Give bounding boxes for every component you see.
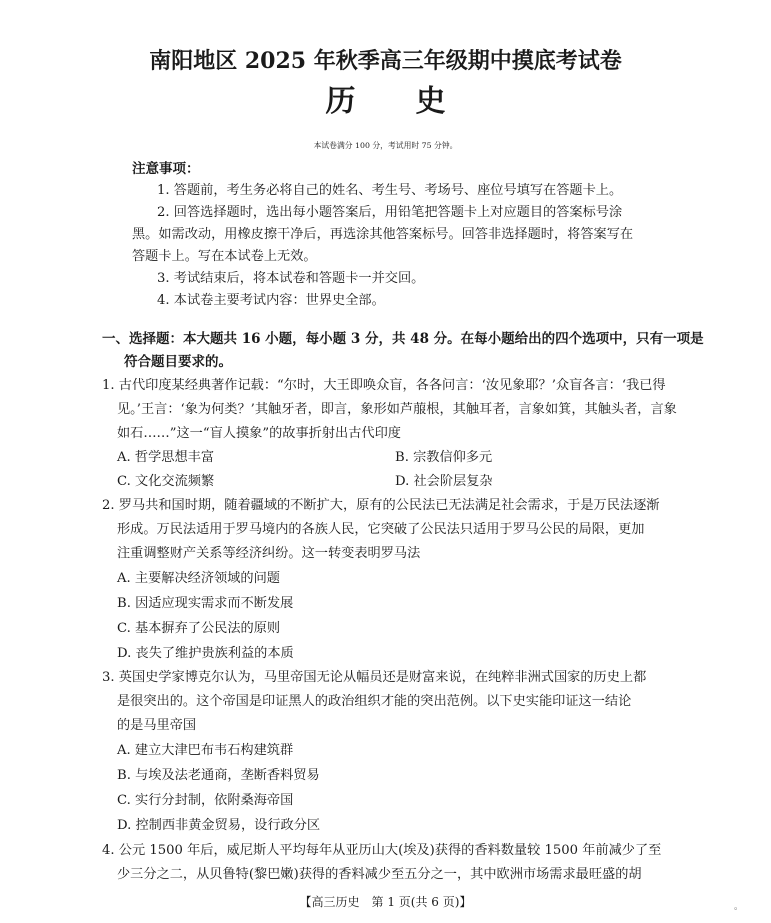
option-b: B. 因适应现实需求而不断发展 (117, 596, 294, 611)
option-c: C. 基本摒弃了公民法的原则 (117, 621, 281, 636)
option-d: D. 控制西非黄金贸易，设行政分区 (117, 818, 321, 833)
question-4-text: 4. 公元 1500 年后，威尼斯人平均每年从亚历山大(埃及)获得的香料数量较 1500 年前减少了至 (102, 843, 662, 858)
question-1-text: 见。’王言：‘象为何类？’其触牙者，即言，象形如芦菔根，其触耳者，言象如箕，其触头者，言象 (117, 402, 677, 417)
option-a: A. 建立大津巴布韦石构建筑群 (117, 743, 294, 758)
option-a: A. 哲学思想丰富 (117, 450, 215, 465)
option-b: B. 宗教信仰多元 (395, 450, 493, 465)
corner-mark: 。 (734, 902, 744, 912)
notice-item: 2. 回答选择题时，选出每小题答案后，用铅笔把答题卡上对应题目的答案标号涂 (157, 205, 623, 220)
question-4-text: 少三分之二，从贝鲁特(黎巴嫩)获得的香料减少至五分之一，其中欧洲市场需求最旺盛的胡 (117, 867, 642, 882)
option-d: D. 丧失了维护贵族利益的本质 (117, 646, 294, 661)
notice-item: 3. 考试结束后，将本试卷和答题卡一并交回。 (157, 271, 425, 286)
exam-title: 南阳地区 2025 年秋季高三年级期中摸底考试卷 (149, 48, 622, 74)
question-3-text: 的是马里帝国 (117, 718, 197, 733)
score-line: 本试卷满分 100 分，考试用时 75 分钟。 (313, 141, 458, 150)
question-1-text: 1. 古代印度某经典著作记载：“尔时，大王即唤众盲，各各问言：‘汝见象耶？’众盲各言：‘我已得 (102, 378, 666, 393)
question-2-text: 形成。万民法适用于罗马境内的各族人民，它突破了公民法只适用于罗马公民的局限，更加 (117, 522, 645, 537)
option-c: C. 实行分封制，依附桑海帝国 (117, 793, 294, 808)
question-2-text: 注重调整财产关系等经济纠纷。这一转变表明罗马法 (117, 546, 421, 561)
section-heading: 一、选择题：本大题共 16 小题，每小题 3 分，共 48 分。在每小题给出的四个选项中，只有一项是 (102, 331, 704, 347)
notice-heading: 注意事项： (132, 161, 200, 177)
option-b: B. 与埃及法老通商，垄断香料贸易 (117, 768, 320, 783)
page-footer: 【高三历史 第 1 页(共 6 页)】 (299, 895, 472, 909)
option-d: D. 社会阶层复杂 (395, 474, 493, 489)
exam-subject: 历史 (325, 84, 506, 119)
option-c: C. 文化交流频繁 (117, 474, 215, 489)
question-3-text: 3. 英国史学家博克尔认为，马里帝国无论从幅员还是财富来说，在纯粹非洲式国家的历史上都 (102, 670, 647, 685)
notice-item: 1. 答题前，考生务必将自己的姓名、考生号、考场号、座位号填写在答题卡上。 (157, 183, 623, 198)
notice-item: 黑。如需改动，用橡皮擦干净后，再选涂其他答案标号。回答非选择题时，将答案写在 (132, 227, 634, 242)
section-heading-cont: 符合题目要求的。 (124, 354, 232, 370)
question-1-text: 如石……”这一“盲人摸象”的故事折射出古代印度 (117, 426, 401, 441)
question-3-text: 是很突出的。这个帝国是印证黑人的政治组织才能的突出范例。以下史实能印证这一结论 (117, 694, 632, 709)
notice-item: 4. 本试卷主要考试内容：世界史全部。 (157, 293, 385, 308)
question-2-text: 2. 罗马共和国时期，随着疆域的不断扩大，原有的公民法已无法满足社会需求，于是万民法逐渐 (102, 498, 660, 513)
notice-item: 答题卡上。写在本试卷上无效。 (132, 249, 317, 264)
option-a: A. 主要解决经济领域的问题 (117, 571, 280, 586)
